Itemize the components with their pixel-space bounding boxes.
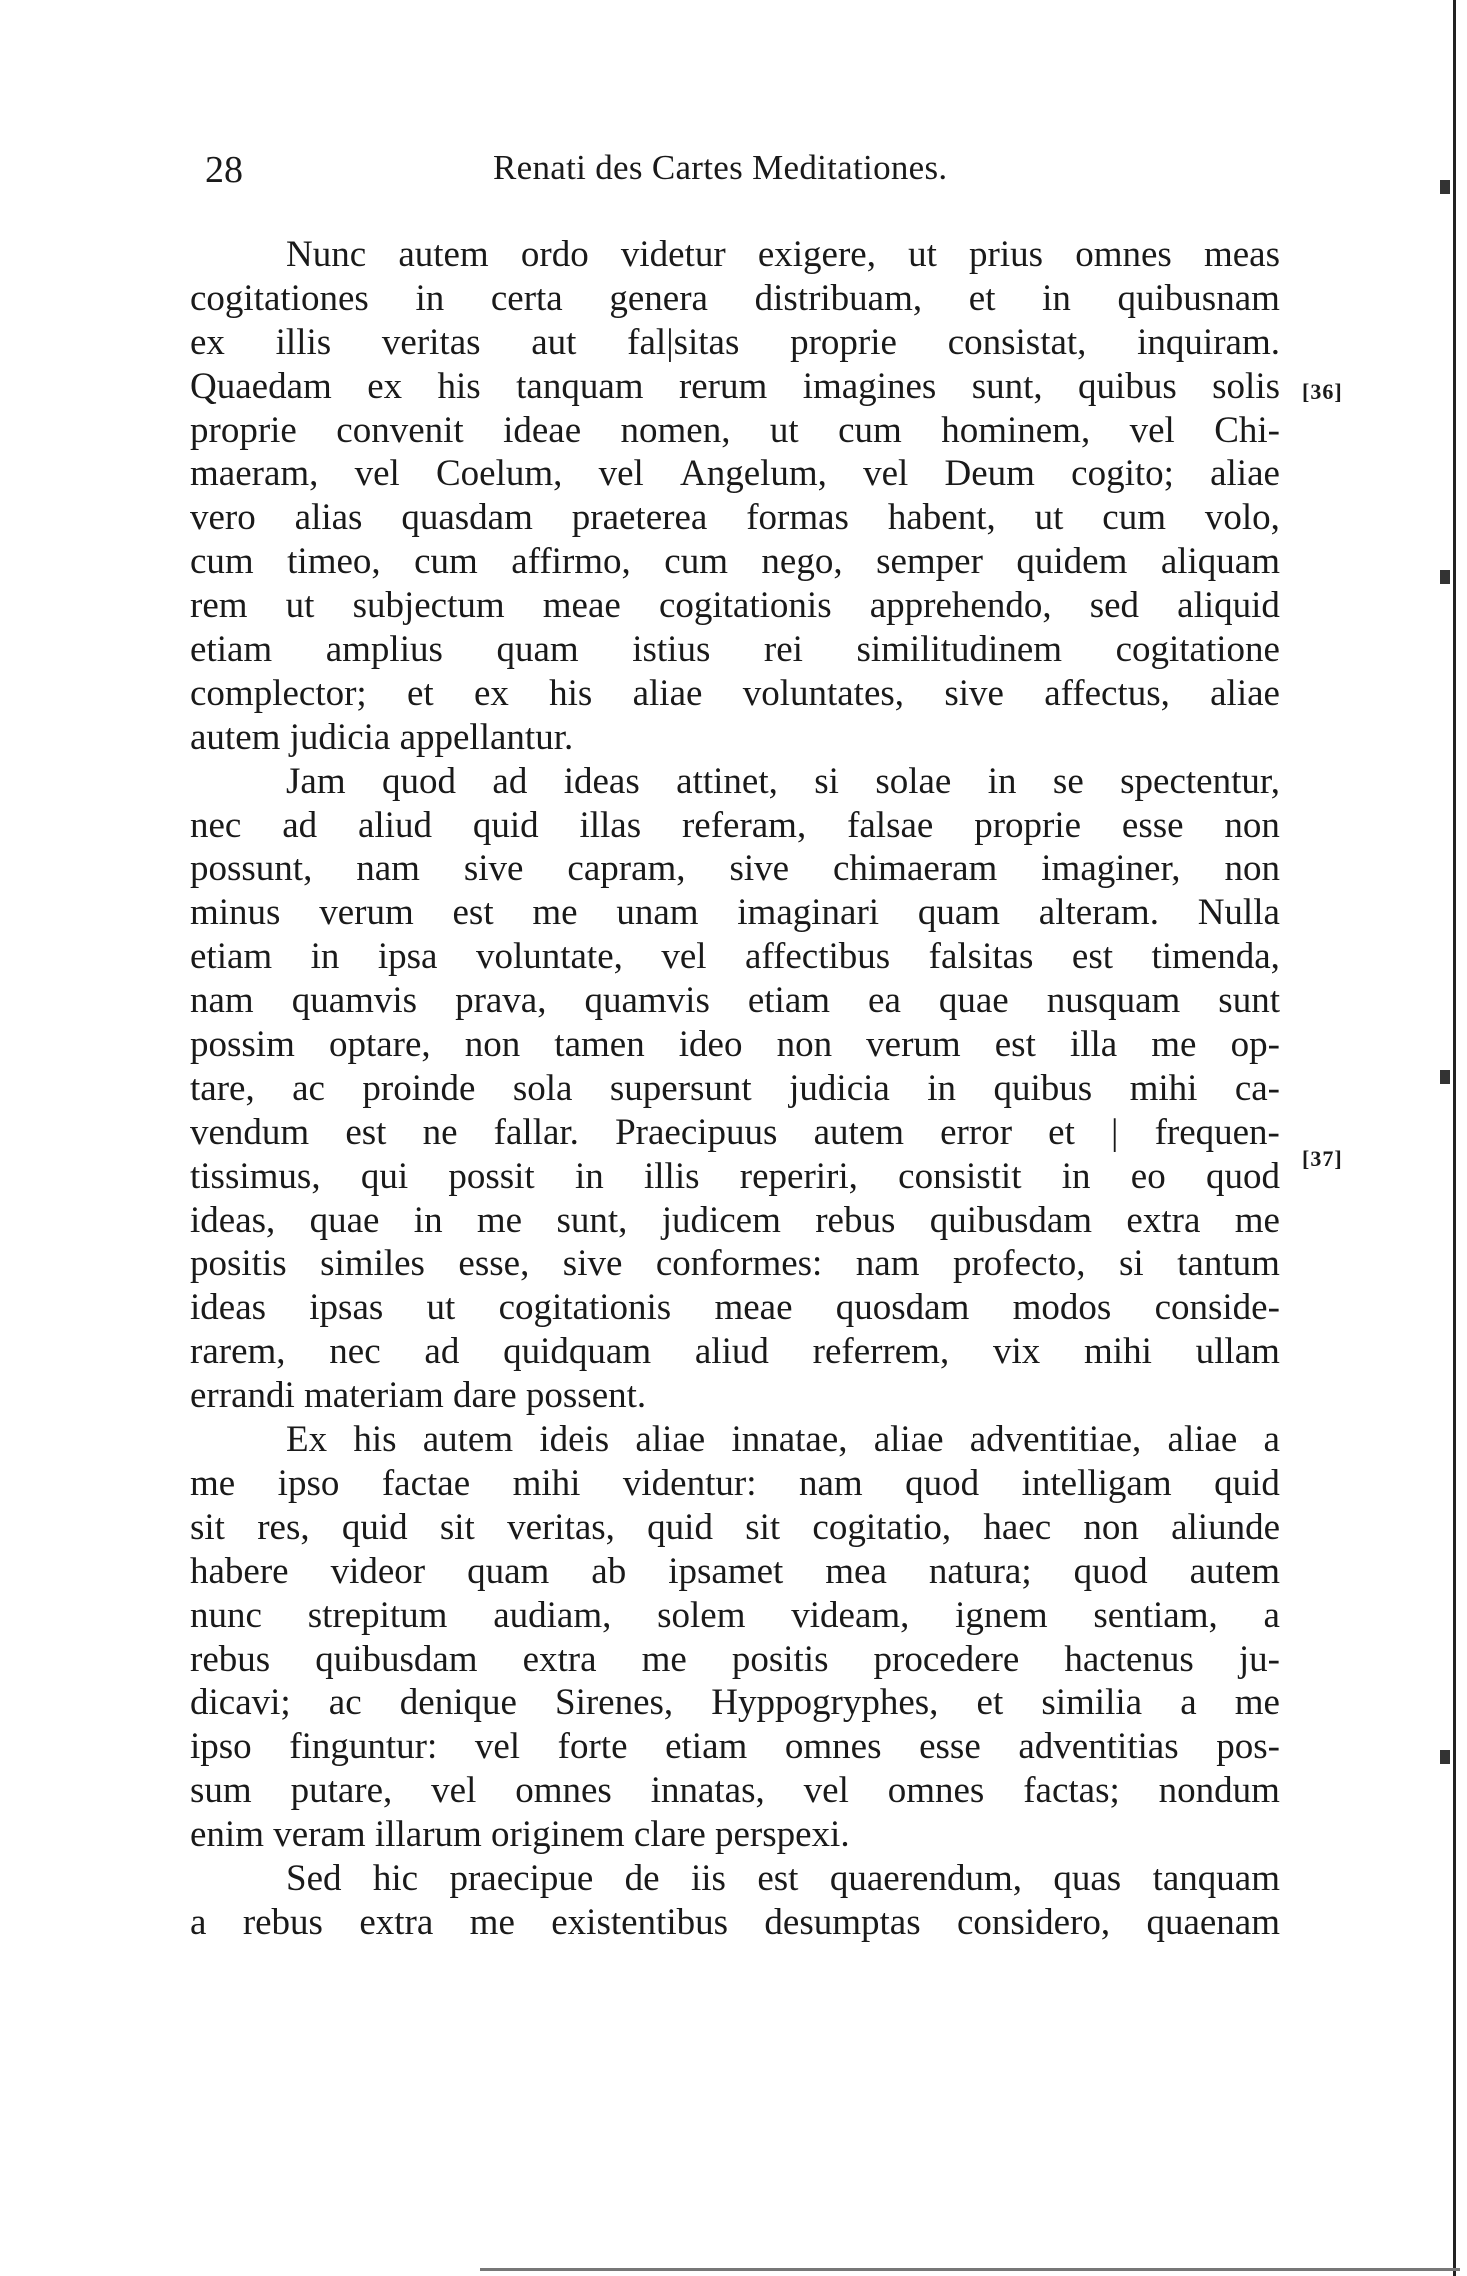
text-line: vero alias quasdam praeterea formas habent, ut cum volo,	[190, 497, 1280, 539]
text-line: sum putare, vel omnes innatas, vel omnes factas; nondum	[190, 1770, 1280, 1812]
text-line: positis similes esse, sive conformes: nam profecto, si tantum	[190, 1243, 1280, 1285]
text-line: a rebus extra me existentibus desumptas considero, quaenam	[190, 1901, 1280, 1943]
text-line: ipso finguntur: vel forte etiam omnes esse adventitias pos-	[190, 1726, 1280, 1768]
margin-ref-37: [37]	[1302, 1146, 1343, 1171]
text-line: maeram, vel Coelum, vel Angelum, vel Deum cogito; aliae	[190, 453, 1280, 495]
text-line: possim optare, non tamen ideo non verum est illa me op-	[190, 1024, 1280, 1066]
edge-mark	[1440, 1070, 1450, 1084]
text-line: sit res, quid sit veritas, quid sit cogitatio, haec non aliunde	[190, 1506, 1280, 1548]
text-line: complector; et ex his aliae voluntates, sive affectus, aliae	[190, 672, 1280, 714]
text-line: Ex his autem ideis aliae innatae, aliae adventitiae, aliae a	[286, 1419, 1280, 1461]
edge-mark	[1440, 180, 1450, 194]
margin-ref-36: [36]	[1302, 379, 1343, 404]
edge-mark	[1440, 1750, 1450, 1764]
text-line: Jam quod ad ideas attinet, si solae in se spectentur,	[286, 760, 1280, 802]
text-line: etiam amplius quam istius rei similitudinem cogitatione	[190, 629, 1280, 671]
text-line: Sed hic praecipue de iis est quaerendum, quas tanquam	[286, 1857, 1280, 1899]
text-line: rarem, nec ad quidquam aliud referrem, vix mihi ullam	[190, 1331, 1280, 1373]
text-line: minus verum est me unam imaginari quam alteram. Nulla	[190, 892, 1280, 934]
text-line: me ipso factae mihi videntur: nam quod intelligam quid	[190, 1462, 1280, 1504]
text-line: rebus quibusdam extra me positis procedere hactenus ju-	[190, 1638, 1280, 1680]
text-line: enim veram illarum originem clare perspexi.	[190, 1814, 850, 1856]
text-line: tissimus, qui possit in illis reperiri, consistit in eo quod	[190, 1155, 1280, 1197]
text-line: vendum est ne fallar. Praecipuus autem error et | frequen-	[190, 1111, 1280, 1153]
text-line: ex illis veritas aut fal|sitas proprie consistat, inquiram.	[190, 321, 1280, 363]
bottom-edge-rule	[480, 2268, 1460, 2271]
text-line: errandi materiam dare possent.	[190, 1375, 647, 1417]
page-header	[205, 148, 1285, 198]
text-line: Quaedam ex his tanquam rerum imagines sunt, quibus solis	[190, 365, 1280, 407]
text-line: Nunc autem ordo videtur exigere, ut prius omnes meas	[286, 234, 1280, 275]
edge-mark	[1440, 570, 1450, 584]
text-line: rem ut subjectum meae cogitationis apprehendo, sed aliquid	[190, 585, 1280, 627]
text-line: tare, ac proinde sola supersunt judicia in quibus mihi ca-	[190, 1067, 1280, 1109]
text-line: dicavi; ac denique Sirenes, Hyppogryphes, et similia a me	[190, 1682, 1280, 1724]
text-line: proprie convenit ideae nomen, ut cum hominem, vel Chi-	[190, 409, 1280, 451]
body-text	[190, 233, 1280, 1945]
text-line: cogitationes in certa genera distribuam, et in quibusnam	[190, 277, 1280, 319]
page-number: 28	[205, 149, 243, 191]
page-edge-rule	[1453, 0, 1456, 2276]
text-line: autem judicia appellantur.	[190, 716, 574, 758]
text-line: habere videor quam ab ipsamet mea natura; quod autem	[190, 1550, 1280, 1592]
text-line: etiam in ipsa voluntate, vel affectibus falsitas est timenda,	[190, 936, 1280, 978]
text-line: possunt, nam sive capram, sive chimaeram imaginer, non	[190, 848, 1280, 890]
text-line: cum timeo, cum affirmo, cum nego, semper quidem aliquam	[190, 541, 1280, 583]
text-line: ideas, quae in me sunt, judicem rebus quibusdam extra me	[190, 1199, 1280, 1241]
text-line: nec ad aliud quid illas referam, falsae proprie esse non	[190, 804, 1280, 846]
text-line: nunc strepitum audiam, solem videam, ignem sentiam, a	[190, 1594, 1280, 1636]
text-line: nam quamvis prava, quamvis etiam ea quae nusquam sunt	[190, 980, 1280, 1022]
running-title: Renati des Cartes Meditationes.	[493, 148, 948, 187]
text-line: ideas ipsas ut cogitationis meae quosdam modos conside-	[190, 1287, 1280, 1329]
